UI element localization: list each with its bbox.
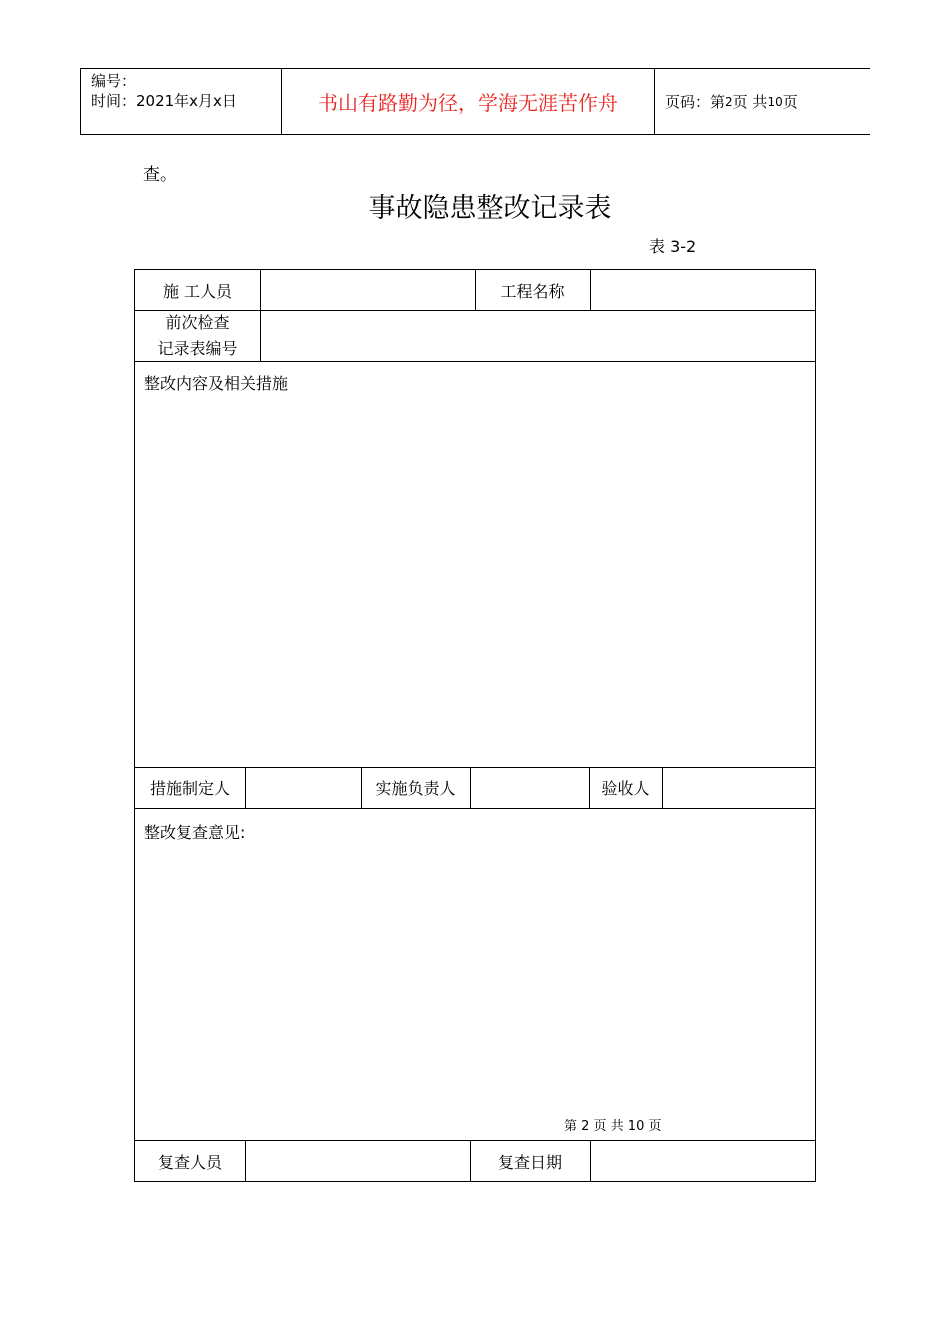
lead-text: 查。 [143, 165, 177, 185]
page-header [80, 68, 870, 135]
page-current: 2 [725, 94, 733, 109]
prev-check-field[interactable] [261, 310, 815, 361]
header-meta [81, 69, 282, 134]
review-date-label: 复查日期 [497, 1152, 562, 1172]
prev-check-label [135, 310, 260, 361]
time-label: 时间：2021年x月x日 [91, 92, 237, 110]
project-name-field[interactable] [591, 270, 815, 310]
page-total: 10 [767, 94, 783, 109]
acceptor-field[interactable] [663, 767, 815, 808]
header-motto: 书山有路勤为径，学海无涯苦作舟 [282, 69, 655, 134]
record-form [134, 269, 816, 1182]
number-label: 编号： [91, 72, 137, 90]
page-suffix: 页 [782, 93, 798, 111]
review-date-field[interactable] [591, 1140, 815, 1182]
review-opinion-area[interactable] [135, 809, 815, 1140]
worker-label: 施 工人员 [162, 281, 233, 301]
measure-maker-label: 措施制定人 [149, 779, 230, 798]
page-mid: 页 共 [732, 93, 768, 111]
measure-maker-field[interactable] [246, 767, 361, 808]
worker-field[interactable] [261, 270, 475, 310]
review-opinion-label: 整改复查意见: [144, 823, 246, 842]
prev-check-line1: 前次检查 [165, 312, 230, 332]
header-page-info [655, 69, 870, 134]
implementer-label: 实施负责人 [375, 779, 456, 798]
rectify-content-label: 整改内容及相关措施 [144, 374, 289, 393]
reviewer-field[interactable] [246, 1140, 470, 1182]
implementer-field[interactable] [471, 767, 589, 808]
project-name-label: 工程名称 [500, 281, 565, 301]
page-prefix: 页码：第 [665, 93, 726, 111]
inner-page-footer: 第 2 页 共 10 页 [564, 1119, 662, 1134]
rectify-content-area[interactable] [135, 362, 815, 767]
prev-check-line2: 记录表编号 [157, 338, 238, 358]
acceptor-label: 验收人 [601, 779, 650, 798]
document-title: 事故隐患整改记录表 [368, 193, 612, 224]
table-number: 表 3-2 [649, 237, 697, 256]
reviewer-label: 复查人员 [157, 1152, 222, 1172]
